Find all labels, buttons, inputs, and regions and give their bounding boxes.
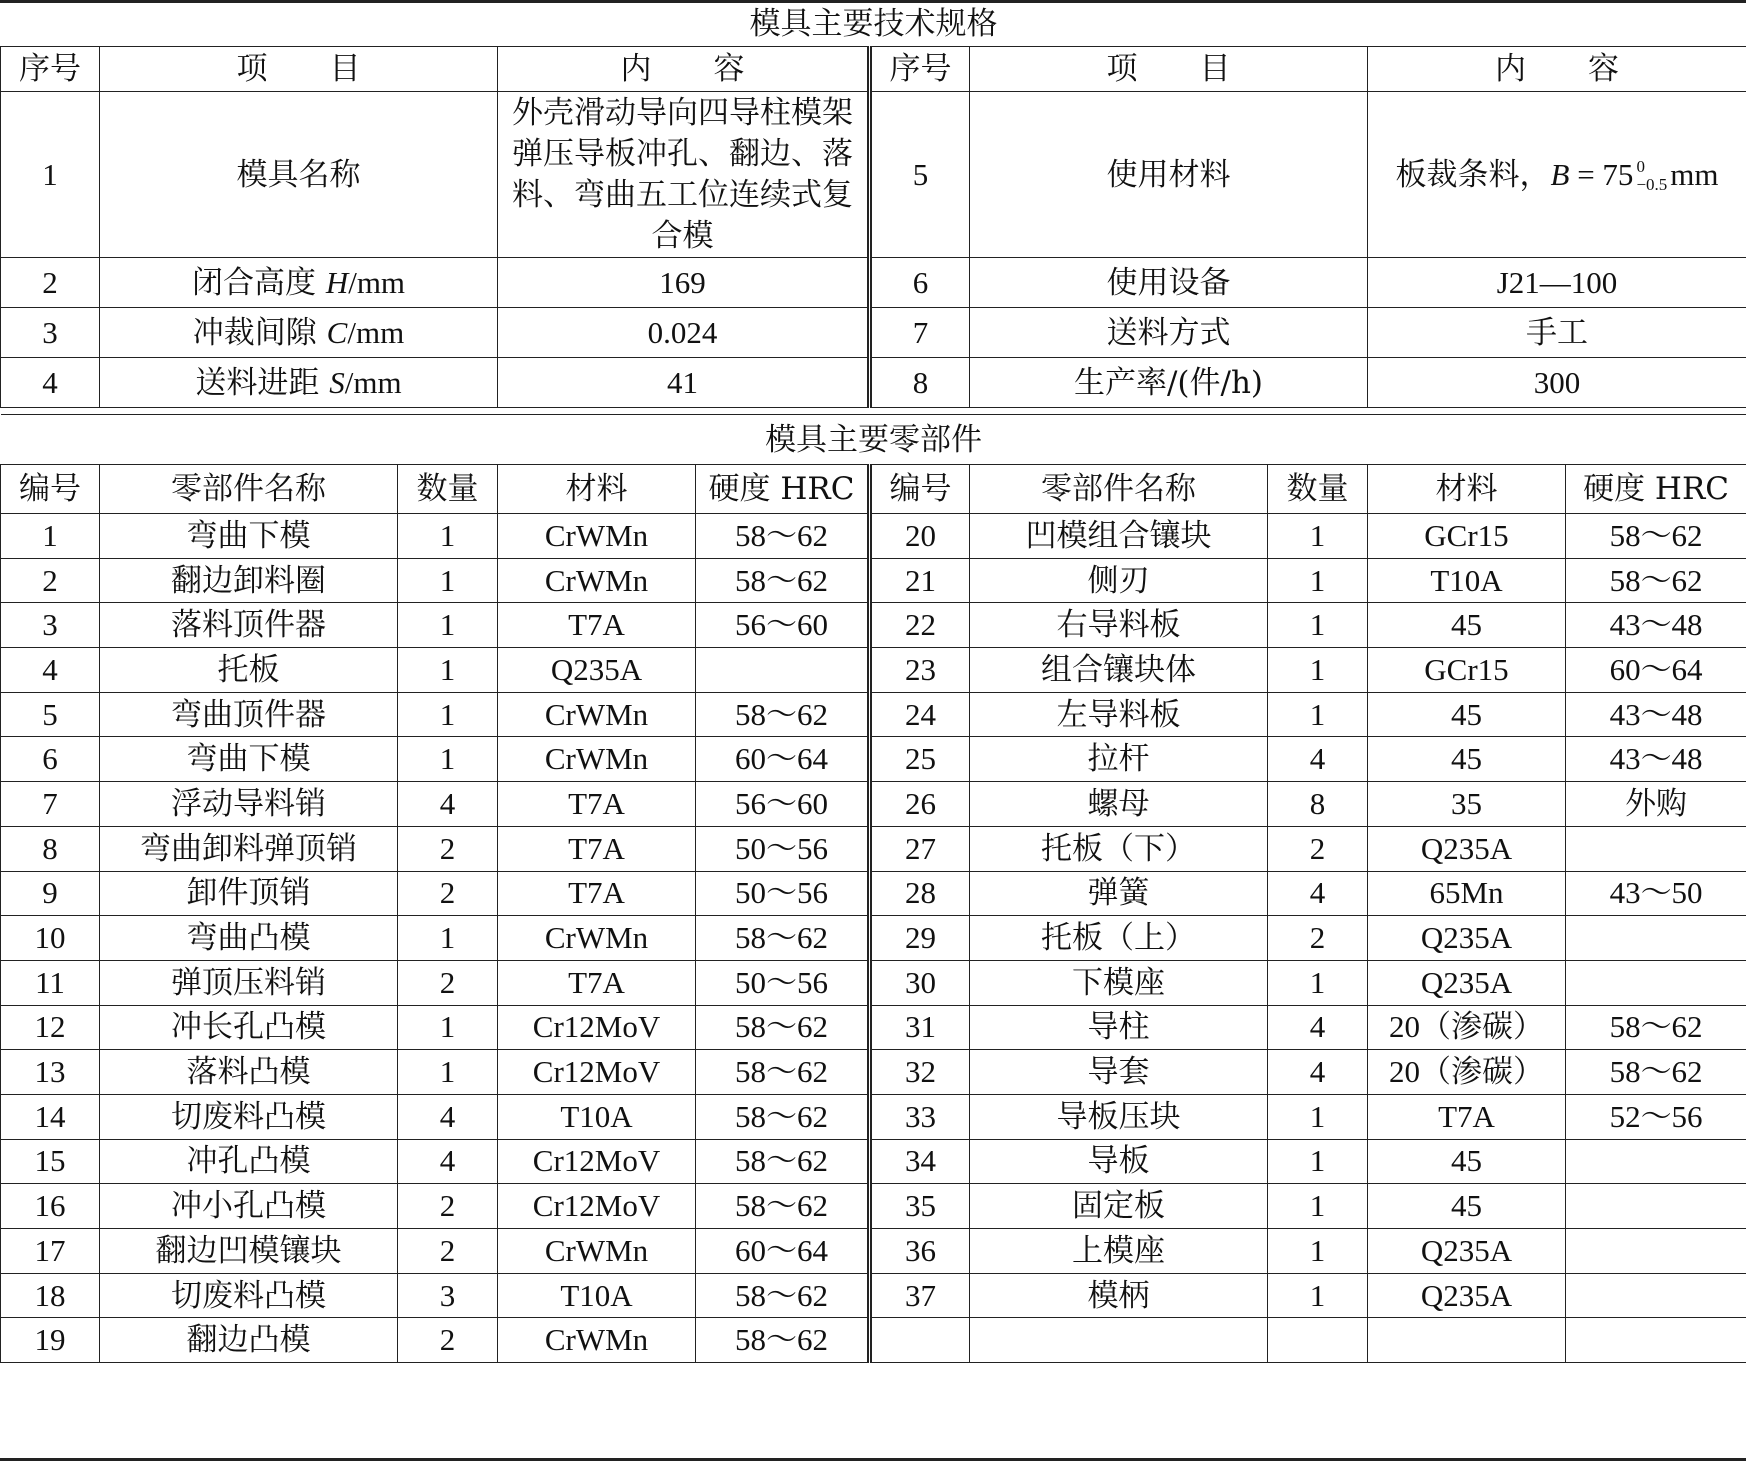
- table-row: [1, 1318, 1746, 1363]
- part-hardness: 58～62: [696, 558, 870, 603]
- part-name: 模柄: [970, 1273, 1268, 1318]
- part-material: CrWMn: [498, 692, 696, 737]
- part-qty: 4: [398, 1139, 498, 1184]
- part-material: 20（渗碳）: [1368, 1005, 1566, 1050]
- part-hardness: 58～62: [696, 916, 870, 961]
- part-name: 翻边卸料圈: [100, 558, 398, 603]
- part-hardness: 50～56: [696, 826, 870, 871]
- part-hardness: [1566, 1229, 1746, 1274]
- table-row: [1, 1273, 1746, 1318]
- part-name: 凹模组合镶块: [970, 514, 1268, 559]
- spec-no: 6: [870, 258, 970, 308]
- part-hardness: 43～48: [1566, 692, 1746, 737]
- part-name: 托板（上）: [970, 916, 1268, 961]
- part-no: 15: [1, 1139, 100, 1184]
- spec-no: 8: [870, 358, 970, 408]
- part-material: Cr12MoV: [498, 1050, 696, 1095]
- part-name: 螺母: [970, 782, 1268, 827]
- part-name: 卸件顶销: [100, 871, 398, 916]
- part-material: Q235A: [1368, 916, 1566, 961]
- table-row: [1, 871, 1746, 916]
- part-hardness: [1566, 826, 1746, 871]
- spec-item: 使用设备: [970, 258, 1368, 308]
- part-material: Q235A: [1368, 1273, 1566, 1318]
- spec-value: 300: [1368, 358, 1746, 408]
- spec-item-var: S: [329, 364, 345, 400]
- spec-no: 4: [1, 358, 100, 408]
- width-value: = 75: [1569, 156, 1634, 192]
- part-hardness: 外购: [1566, 782, 1746, 827]
- part-material: T7A: [498, 603, 696, 648]
- table-row: [1, 1184, 1746, 1229]
- spec-item-text: 闭合高度: [191, 264, 326, 301]
- part-no: 3: [1, 603, 100, 648]
- part-no: 5: [1, 692, 100, 737]
- part-hardness: [1566, 916, 1746, 961]
- part-material: CrWMn: [498, 916, 696, 961]
- part-material: T7A: [498, 782, 696, 827]
- header-cell: 序号: [1, 47, 100, 92]
- part-hardness: 58～62: [1566, 1050, 1746, 1095]
- part-name: 冲孔凸模: [100, 1139, 398, 1184]
- part-no: 36: [870, 1229, 970, 1274]
- part-hardness: [1566, 1184, 1746, 1229]
- part-qty: 1: [398, 514, 498, 559]
- part-name: 弯曲顶件器: [100, 692, 398, 737]
- part-material: 45: [1368, 1184, 1566, 1229]
- header-cell: 零部件名称: [970, 465, 1268, 514]
- part-name: 弯曲下模: [100, 514, 398, 559]
- parts-table: [0, 414, 1746, 1363]
- part-material: CrWMn: [498, 1229, 696, 1274]
- part-no: 33: [870, 1094, 970, 1139]
- part-material: T10A: [498, 1273, 696, 1318]
- width-variable: B: [1550, 156, 1570, 192]
- spec-no: 3: [1, 308, 100, 358]
- part-no: 10: [1, 916, 100, 961]
- spec-header-row: [1, 47, 1746, 92]
- spec-row: [1, 258, 1746, 308]
- spec-value-mold-name: 外壳滑动导向四导柱模架弹压导板冲孔、翻边、落料、弯曲五工位连续式复合模: [498, 92, 870, 258]
- part-material: T10A: [1368, 558, 1566, 603]
- spec-item: 模具名称: [100, 92, 498, 258]
- part-qty: 3: [398, 1273, 498, 1318]
- table-row: [1, 916, 1746, 961]
- part-name: 托板: [100, 648, 398, 693]
- part-qty: 2: [1268, 916, 1368, 961]
- part-material: 20（渗碳）: [1368, 1050, 1566, 1095]
- part-hardness: 58～62: [696, 1094, 870, 1139]
- part-no: 12: [1, 1005, 100, 1050]
- part-no: 8: [1, 826, 100, 871]
- spec-item: 生产率/(件/h): [970, 358, 1368, 408]
- part-material: Cr12MoV: [498, 1184, 696, 1229]
- part-hardness: 60～64: [1566, 648, 1746, 693]
- part-material: 65Mn: [1368, 871, 1566, 916]
- part-no: 1: [1, 514, 100, 559]
- spec-row: [1, 358, 1746, 408]
- part-material: CrWMn: [498, 514, 696, 559]
- part-hardness: 58～62: [1566, 1005, 1746, 1050]
- spec-title: 模具主要技术规格: [1, 1, 1746, 47]
- table-row: [1, 603, 1746, 648]
- part-name: 左导料板: [970, 692, 1268, 737]
- part-name: 拉杆: [970, 737, 1268, 782]
- part-name: 切废料凸模: [100, 1094, 398, 1139]
- spec-no: 5: [870, 92, 970, 258]
- spec-no: 2: [1, 258, 100, 308]
- part-no: 22: [870, 603, 970, 648]
- part-qty: 8: [1268, 782, 1368, 827]
- spec-item-unit: /mm: [344, 364, 402, 400]
- part-material: [1368, 1318, 1566, 1363]
- part-no: 21: [870, 558, 970, 603]
- part-hardness: [1566, 1273, 1746, 1318]
- part-hardness: [1566, 960, 1746, 1005]
- part-material: T7A: [1368, 1094, 1566, 1139]
- table-row: [1, 514, 1746, 559]
- part-material: T7A: [498, 960, 696, 1005]
- part-material: 45: [1368, 737, 1566, 782]
- part-material: Q235A: [498, 648, 696, 693]
- part-name: 弯曲凸模: [100, 916, 398, 961]
- header-cell: 项 目: [100, 47, 498, 92]
- parts-body: [1, 415, 1746, 1363]
- part-hardness: 58～62: [696, 1050, 870, 1095]
- spec-item-unit: /mm: [348, 264, 406, 300]
- header-cell: 序号: [870, 47, 970, 92]
- spec-no: 7: [870, 308, 970, 358]
- part-name: 固定板: [970, 1184, 1268, 1229]
- part-no: 29: [870, 916, 970, 961]
- spec-item-var: C: [326, 314, 348, 350]
- part-no: 26: [870, 782, 970, 827]
- part-qty: 1: [1268, 648, 1368, 693]
- part-no: 9: [1, 871, 100, 916]
- header-cell: 编号: [1, 465, 100, 514]
- part-qty: 4: [398, 1094, 498, 1139]
- part-qty: 4: [1268, 1050, 1368, 1095]
- part-hardness: 50～56: [696, 960, 870, 1005]
- part-no: 30: [870, 960, 970, 1005]
- spec-value: 0.024: [498, 308, 870, 358]
- part-qty: 2: [398, 1229, 498, 1274]
- part-name: 冲小孔凸模: [100, 1184, 398, 1229]
- spec-no: 1: [1, 92, 100, 258]
- table-row: [1, 558, 1746, 603]
- part-name: 弹簧: [970, 871, 1268, 916]
- part-no: 27: [870, 826, 970, 871]
- table-row: [1, 1094, 1746, 1139]
- part-hardness: 58～62: [696, 514, 870, 559]
- part-name: 弯曲下模: [100, 737, 398, 782]
- part-name: 上模座: [970, 1229, 1268, 1274]
- part-no: 23: [870, 648, 970, 693]
- header-cell: 数量: [398, 465, 498, 514]
- part-material: 35: [1368, 782, 1566, 827]
- part-material: 45: [1368, 1139, 1566, 1184]
- part-qty: 4: [1268, 871, 1368, 916]
- part-no: 16: [1, 1184, 100, 1229]
- spec-item: 使用材料: [970, 92, 1368, 258]
- tolerance: [1636, 158, 1667, 194]
- header-cell: 硬度 HRC: [696, 465, 870, 514]
- parts-title: 模具主要零部件: [1, 415, 1746, 465]
- table-row: [1, 1050, 1746, 1095]
- table-row: [1, 1139, 1746, 1184]
- part-hardness: 56～60: [696, 603, 870, 648]
- part-name: 翻边凹模镶块: [100, 1229, 398, 1274]
- part-qty: 1: [1268, 603, 1368, 648]
- part-material: CrWMn: [498, 737, 696, 782]
- part-no: 17: [1, 1229, 100, 1274]
- table-row: [1, 960, 1746, 1005]
- part-material: GCr15: [1368, 648, 1566, 693]
- part-name: 落料顶件器: [100, 603, 398, 648]
- part-no: 2: [1, 558, 100, 603]
- part-hardness: 58～62: [696, 1139, 870, 1184]
- part-material: Q235A: [1368, 826, 1566, 871]
- spec-value-material: [1368, 92, 1746, 258]
- header-cell: 项 目: [970, 47, 1368, 92]
- part-no: 14: [1, 1094, 100, 1139]
- part-hardness: 43～50: [1566, 871, 1746, 916]
- part-no: 24: [870, 692, 970, 737]
- part-name: 切废料凸模: [100, 1273, 398, 1318]
- part-qty: 4: [1268, 1005, 1368, 1050]
- part-qty: 2: [1268, 826, 1368, 871]
- header-cell: 零部件名称: [100, 465, 398, 514]
- part-material: CrWMn: [498, 558, 696, 603]
- table-row: [1, 826, 1746, 871]
- spec-item: [100, 308, 498, 358]
- part-name: 托板（下）: [970, 826, 1268, 871]
- part-qty: 2: [398, 1318, 498, 1363]
- part-no: 18: [1, 1273, 100, 1318]
- tolerance-upper: 0: [1636, 157, 1645, 176]
- part-qty: 1: [1268, 692, 1368, 737]
- part-qty: 2: [398, 871, 498, 916]
- spec-item-text: 送料进距: [195, 364, 330, 401]
- header-cell: 数量: [1268, 465, 1368, 514]
- part-no: 11: [1, 960, 100, 1005]
- spec-row: [1, 92, 1746, 258]
- part-no: 37: [870, 1273, 970, 1318]
- width-unit: mm: [1670, 156, 1719, 192]
- part-qty: 1: [1268, 1094, 1368, 1139]
- part-hardness: 58～62: [1566, 558, 1746, 603]
- spec-value: 41: [498, 358, 870, 408]
- part-material: Q235A: [1368, 960, 1566, 1005]
- part-qty: 2: [398, 960, 498, 1005]
- part-qty: 1: [398, 648, 498, 693]
- part-qty: 2: [398, 1184, 498, 1229]
- part-no: 35: [870, 1184, 970, 1229]
- part-qty: 1: [398, 1005, 498, 1050]
- part-name: 落料凸模: [100, 1050, 398, 1095]
- tolerance-lower: −0.5: [1636, 175, 1668, 194]
- part-hardness: 58～62: [696, 692, 870, 737]
- table-row: [1, 782, 1746, 827]
- part-no: 19: [1, 1318, 100, 1363]
- part-no: 32: [870, 1050, 970, 1095]
- part-qty: 1: [398, 916, 498, 961]
- part-qty: 1: [1268, 960, 1368, 1005]
- part-hardness: 58～62: [696, 1273, 870, 1318]
- spec-value: 手工: [1368, 308, 1746, 358]
- table-row: [1, 1005, 1746, 1050]
- part-qty: 1: [1268, 1184, 1368, 1229]
- part-material: 45: [1368, 692, 1566, 737]
- part-hardness: 56～60: [696, 782, 870, 827]
- part-material: Cr12MoV: [498, 1139, 696, 1184]
- part-name: 导柱: [970, 1005, 1268, 1050]
- part-hardness: [696, 648, 870, 693]
- part-hardness: 58～62: [696, 1318, 870, 1363]
- part-no: 4: [1, 648, 100, 693]
- part-no: [870, 1318, 970, 1363]
- spec-item-text: 冲裁间隙: [192, 314, 327, 351]
- part-name: 弹顶压料销: [100, 960, 398, 1005]
- part-name: 下模座: [970, 960, 1268, 1005]
- spec-table: [0, 0, 1746, 408]
- header-cell: 内 容: [498, 47, 870, 92]
- part-hardness: 52～56: [1566, 1094, 1746, 1139]
- part-qty: 2: [398, 826, 498, 871]
- spec-item: [100, 358, 498, 408]
- part-name: 组合镶块体: [970, 648, 1268, 693]
- spec-row: [1, 308, 1746, 358]
- part-no: 31: [870, 1005, 970, 1050]
- part-no: 25: [870, 737, 970, 782]
- part-no: 7: [1, 782, 100, 827]
- part-qty: 1: [398, 558, 498, 603]
- table-row: [1, 737, 1746, 782]
- part-no: 13: [1, 1050, 100, 1095]
- part-name: 浮动导料销: [100, 782, 398, 827]
- part-hardness: [1566, 1139, 1746, 1184]
- part-material: CrWMn: [498, 1318, 696, 1363]
- part-hardness: 58～62: [1566, 514, 1746, 559]
- spec-item-unit: /mm: [347, 314, 405, 350]
- part-hardness: 58～62: [696, 1184, 870, 1229]
- part-qty: 1: [398, 603, 498, 648]
- part-name: 导板压块: [970, 1094, 1268, 1139]
- spec-item-var: H: [325, 264, 349, 300]
- part-no: 20: [870, 514, 970, 559]
- part-qty: [1268, 1318, 1368, 1363]
- part-no: 34: [870, 1139, 970, 1184]
- part-material: GCr15: [1368, 514, 1566, 559]
- part-material: Cr12MoV: [498, 1005, 696, 1050]
- part-qty: 4: [1268, 737, 1368, 782]
- part-hardness: [1566, 1318, 1746, 1363]
- part-material: T7A: [498, 826, 696, 871]
- part-qty: 1: [398, 737, 498, 782]
- part-hardness: 43～48: [1566, 603, 1746, 648]
- part-hardness: 43～48: [1566, 737, 1746, 782]
- table-row: [1, 692, 1746, 737]
- part-qty: 1: [1268, 514, 1368, 559]
- part-qty: 1: [1268, 558, 1368, 603]
- part-hardness: 60～64: [696, 737, 870, 782]
- part-name: 导板: [970, 1139, 1268, 1184]
- spec-item: [100, 258, 498, 308]
- part-qty: 1: [1268, 1273, 1368, 1318]
- header-cell: 材料: [1368, 465, 1566, 514]
- part-name: 冲长孔凸模: [100, 1005, 398, 1050]
- part-name: 翻边凸模: [100, 1318, 398, 1363]
- parts-header-row: [1, 465, 1746, 514]
- spec-value: J21—100: [1368, 258, 1746, 308]
- part-qty: 1: [1268, 1229, 1368, 1274]
- part-name: 弯曲卸料弹顶销: [100, 826, 398, 871]
- part-no: 6: [1, 737, 100, 782]
- spec-value: 169: [498, 258, 870, 308]
- spec-item: 送料方式: [970, 308, 1368, 358]
- header-cell: 编号: [870, 465, 970, 514]
- part-material: T10A: [498, 1094, 696, 1139]
- part-qty: 1: [398, 1050, 498, 1095]
- part-qty: 1: [1268, 1139, 1368, 1184]
- bottom-rule: [0, 1458, 1746, 1461]
- part-name: 右导料板: [970, 603, 1268, 648]
- part-qty: 4: [398, 782, 498, 827]
- part-hardness: 60～64: [696, 1229, 870, 1274]
- part-hardness: 58～62: [696, 1005, 870, 1050]
- part-name: 侧刃: [970, 558, 1268, 603]
- table-row: [1, 1229, 1746, 1274]
- part-hardness: 50～56: [696, 871, 870, 916]
- header-cell: 硬度 HRC: [1566, 465, 1746, 514]
- part-name: 导套: [970, 1050, 1268, 1095]
- part-qty: 1: [398, 692, 498, 737]
- part-name: [970, 1318, 1268, 1363]
- header-cell: 材料: [498, 465, 696, 514]
- part-material: T7A: [498, 871, 696, 916]
- part-material: 45: [1368, 603, 1566, 648]
- part-no: 28: [870, 871, 970, 916]
- material-text: 板裁条料，: [1395, 156, 1551, 193]
- part-material: Q235A: [1368, 1229, 1566, 1274]
- header-cell: 内 容: [1368, 47, 1746, 92]
- table-row: [1, 648, 1746, 693]
